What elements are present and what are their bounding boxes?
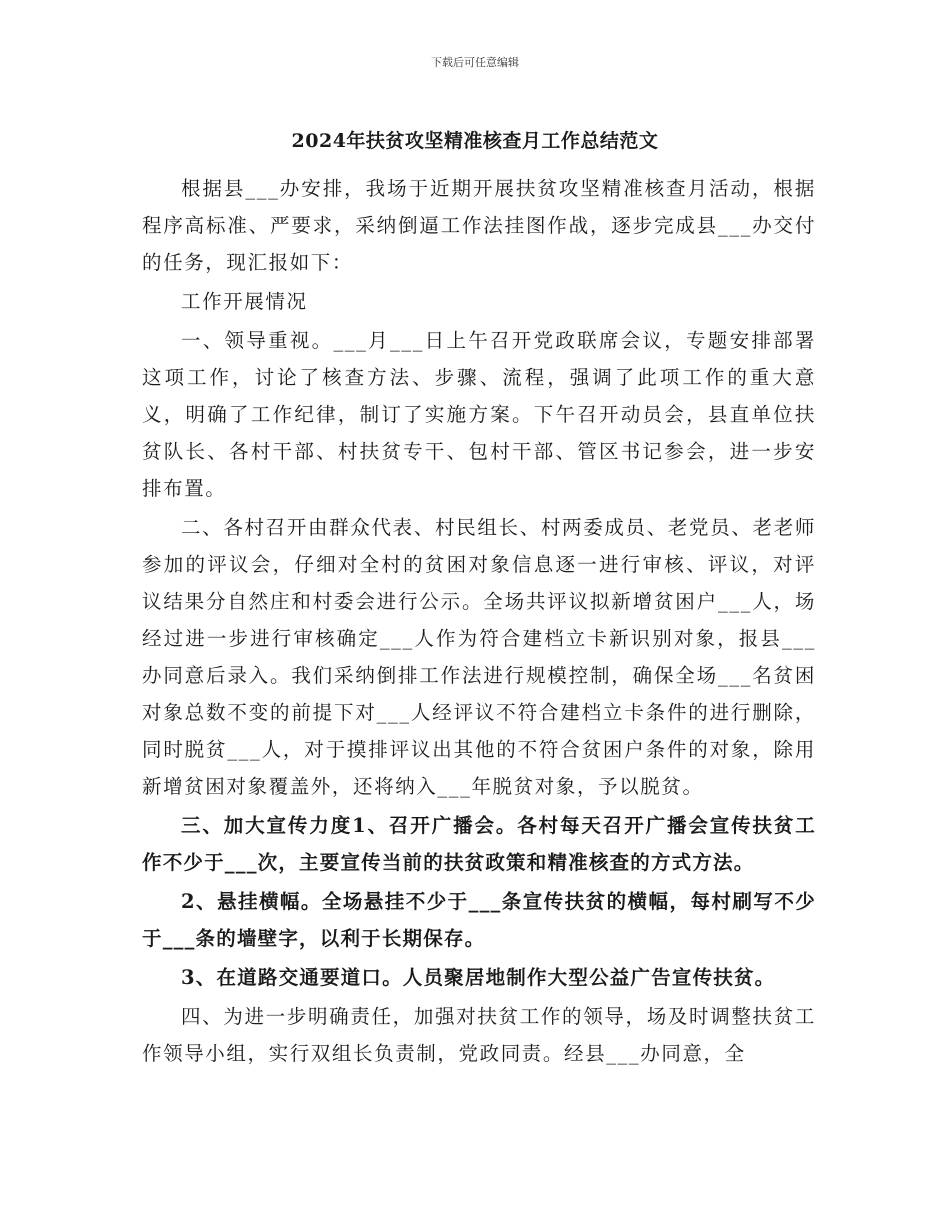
paragraph-publicity-billboards: 3、在道路交通要道口。人员聚居地制作大型公益广告宣传扶贫。 bbox=[181, 966, 776, 989]
paragraph-responsibility: 四、为进一步明确责任，加强对扶贫工作的领导，场及时调整扶贫工作领导小组，实行双组长负责制，党政同责。经县___办同意，全 bbox=[142, 1005, 816, 1065]
document-title: 2024年扶贫攻坚精准核查月工作总结范文 bbox=[291, 130, 659, 152]
paragraph-village-review: 二、各村召开由群众代表、村民组长、村两委成员、老党员、老老师参加的评议会，仔细对全村的贫困对象信息逐一进行审核、评议，对评议结果分自然庄和村委会进行公示。全场共评议拟新增贫困户___人，场经过进一步进行审核确定___人作为符合建档立卡新识别对象，报县___办同意后录入。我们采纳倒排工作法进行规模控制，确保全场___名贫困对象总数不变的前提下对___人经评议不符合建档立卡条件的进行删除，同时脱贫___人，对于摸排评议出其他的不符合贫困户条件的对象，除用新增贫困对象覆盖外，还将纳入___年脱贫对象，予以脱贫。 bbox=[142, 516, 816, 798]
header-note: 下载后可任意编辑 bbox=[431, 56, 519, 69]
paragraph-publicity-broadcast: 三、加大宣传力度1、召开广播会。各村每天召开广播会宣传扶贫工作不少于___次，主要宣传当前的扶贫政策和精准核查的方式方法。 bbox=[142, 814, 816, 874]
paragraph-section-heading: 工作开展情况 bbox=[181, 290, 308, 313]
paragraph-publicity-banners: 2、悬挂横幅。全场悬挂不少于___条宣传扶贫的横幅，每村刷写不少于___条的墙壁字，以利于长期保存。 bbox=[142, 890, 816, 950]
paragraph-leadership: 一、领导重视。___月___日上午召开党政联席会议，专题安排部署这项工作，讨论了核查方法、步骤、流程，强调了此项工作的重大意义，明确了工作纪律，制订了实施方案。下午召开动员会，县直单位扶贫队长、各村干部、村扶贫专干、包村干部、管区书记参会，进一步安排布置。 bbox=[142, 329, 816, 500]
paragraph-intro: 根据县___办安排，我场于近期开展扶贫攻坚精准核查月活动，根据程序高标准、严要求，采纳倒逼工作法挂图作战，逐步完成县___办交付的任务，现汇报如下： bbox=[142, 177, 816, 274]
document-body bbox=[142, 170, 816, 1074]
